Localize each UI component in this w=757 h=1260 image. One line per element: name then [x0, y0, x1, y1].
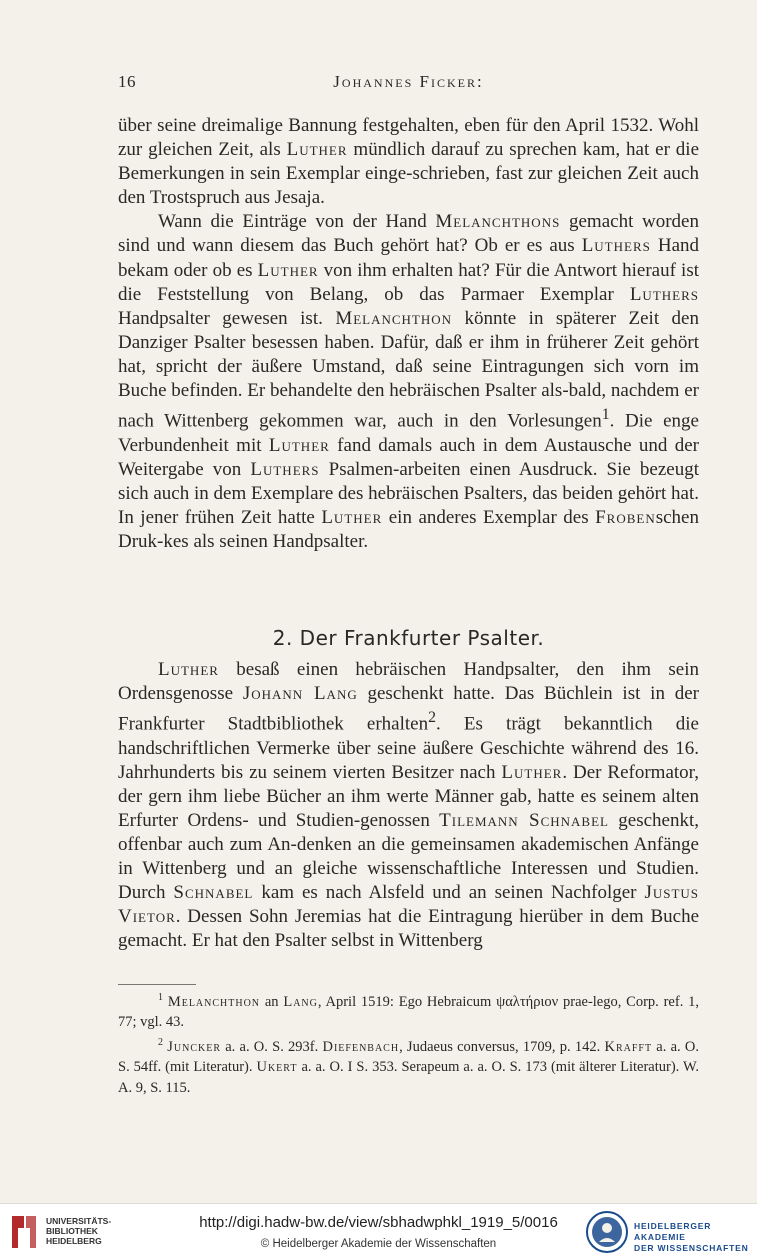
- footnote-rule: [118, 984, 196, 985]
- footnote-ref-1: 1: [601, 406, 610, 424]
- paragraph-1: über seine dreimalige Bannung festgehalten, eben für den April 1532. Wohl zur gleichen Zeit, als Luther mündlich darauf zu sprechen kam, hat er die Bemerkungen in sein Exemplar einge-schrieben, fast zur gleichen Zeit auch den Trostspruch aus Jesaja.: [118, 115, 699, 209]
- academy-name: HEIDELBERGER AKADEMIE DER WISSENSCHAFTEN: [634, 1221, 749, 1253]
- permalink-url[interactable]: http://digi.hadw-bw.de/view/sbhadwphkl_1919_5/0016: [199, 1214, 558, 1231]
- footnote-ref-2: 2: [428, 709, 437, 727]
- page-number: 16: [118, 72, 136, 91]
- body-text-section-1: [118, 114, 699, 554]
- footnote-1: $^1$ Melanchthon an Lang, April 1519: Ego Hebraicum ψαλτήριον prae-lego, Corp. ref. 1, 77; vgl. 43.: [118, 992, 700, 1031]
- library-name: UNIVERSITÄTS- BIBLIOTHEK HEIDELBERG: [46, 1216, 112, 1246]
- section-heading: 2. Der Frankfurter Psalter.: [272, 626, 545, 650]
- academy-seal-icon[interactable]: [585, 1210, 629, 1254]
- footer-bar: [0, 1203, 757, 1260]
- paragraph-2: Wann die Einträge von der Hand Melanchthons gemacht worden sind und wann diesem das Buch gehört hat? Ob er es aus Luthers Hand bekam oder ob es Luther von ihm erhalten hat? Für die Antwort hierauf ist die Feststellung von Belang, ob das Parmaer Exemplar Luthers Handpsalter gewesen ist. Melanchthon könnte in späterer Zeit den Danziger Psalter besessen haben. Dafür, daß er ihm in früherer Zeit gehört hat, spricht der äußere Umstand, daß seine Eintragungen sich vorn im Buche befinden. Er behandelte den hebräischen Psalter als-bald, nachdem er nach Wittenberg gekommen war, auch in den Vorlesungen$^1$. Die enge Verbundenheit mit Luther fand damals auch in dem Austausche und der Weitergabe von Luthers Psalmen-arbeiten einen Ausdruck. Sie bezeugt sich auch in dem Exemplare des hebräischen Psalters, das beiden gehört hat. In jener frühen Zeit hatte Luther ein anderes Exemplar des Frobenschen Druk-kes als seinen Handpsalter.: [118, 211, 699, 552]
- copyright-notice: © Heidelberger Akademie der Wissenschaften: [260, 1238, 497, 1250]
- paragraph-3: Luther besaß einen hebräischen Handpsalter, den ihm sein Ordensgenosse Johann Lang geschenkt hatte. Das Büchlein ist in der Frankfurter Stadtbibliothek erhalten$^2$. Es trägt bekanntlich die handschriftlichen Vermerke über seine äußere Geschichte während des 16. Jahrhunderts bis zu seinem vierten Besitzer nach Luther. Der Reformator, der gern ihm liebe Bücher an ihm werte Männer gab, hatte es seinem alten Erfurter Ordens- und Studien-genossen Tilemann Schnabel geschenkt, offenbar auch zum An-denken an die gemeinsamen akademischen Anfänge in Wittenberg und an gleiche wissenschaftliche Interessen und Studien. Durch Schnabel kam es nach Alsfeld und an seinen Nachfolger Justus Vietor. Dessen Sohn Jeremias hat die Eintragung hierüber in dem Buche gemacht. Er hat den Psalter selbst in Wittenberg: [118, 659, 700, 952]
- running-title: Johannes Ficker:: [333, 72, 484, 91]
- page-header: [118, 72, 699, 96]
- footnotes: [118, 988, 699, 1098]
- body-text-section-2: [118, 658, 699, 953]
- footnote-2: $^2$ Juncker a. a. O. S. 293f. Diefenbach, Judaeus conversus, 1709, p. 142. Krafft a. a. O. S. 54ff. (mit Literatur). Ukert a. a. O. I S. 353. Serapeum a. a. O. S. 173 (mit älterer Literatur). W. A. 9, S. 115.: [118, 1036, 699, 1096]
